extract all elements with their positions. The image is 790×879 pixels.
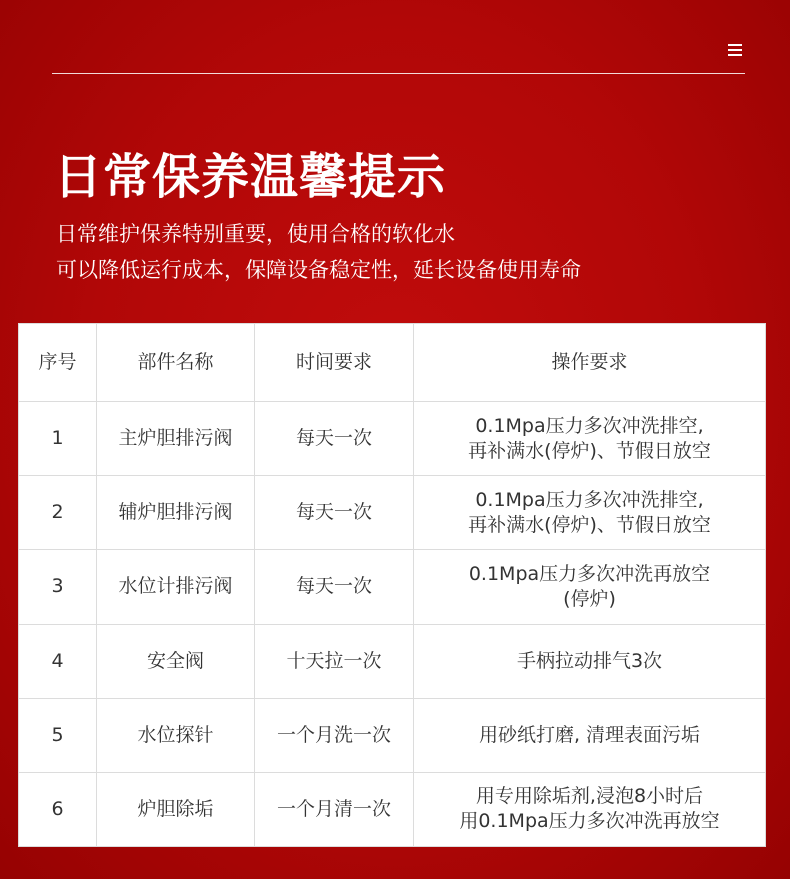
table-row: [19, 772, 766, 846]
part-name: 水位计排污阀: [97, 550, 255, 624]
operation-requirement: [414, 402, 766, 476]
operation-line: 用0.1Mpa压力多次冲洗再放空: [459, 810, 720, 833]
table-row: [19, 698, 766, 772]
row-number: 3: [19, 550, 97, 624]
column-header-no: 序号: [19, 324, 97, 402]
intro-line: 日常维护保养特别重要，使用合格的软化水: [56, 222, 455, 246]
table-row: [19, 476, 766, 550]
table-row: [19, 402, 766, 476]
operation-line: 再补满水(停炉)、节假日放空: [468, 513, 711, 536]
hamburger-menu-icon[interactable]: [728, 44, 742, 56]
part-name: 炉胆除垢: [97, 772, 255, 846]
part-name: 安全阀: [97, 624, 255, 698]
maintenance-table-card: [18, 323, 765, 847]
column-header-time: 时间要求: [255, 324, 414, 402]
intro-line: 可以降低运行成本，保障设备稳定性，延长设备使用寿命: [56, 258, 581, 282]
menu-bar: [728, 54, 742, 56]
part-name: 辅炉胆排污阀: [97, 476, 255, 550]
time-requirement: 每天一次: [255, 550, 414, 624]
table-header-row: [19, 324, 766, 402]
operation-requirement: [414, 550, 766, 624]
intro-text: [56, 216, 581, 288]
operation-line: 0.1Mpa压力多次冲洗再放空: [468, 562, 711, 585]
operation-line: 用砂纸打磨, 清理表面污垢: [478, 723, 701, 746]
row-number: 1: [19, 402, 97, 476]
page-title: 日常保养温馨提示: [54, 149, 447, 205]
row-number: 2: [19, 476, 97, 550]
row-number: 5: [19, 698, 97, 772]
time-requirement: 十天拉一次: [255, 624, 414, 698]
operation-requirement: [414, 476, 766, 550]
part-name: 水位探针: [97, 698, 255, 772]
header-divider: [52, 73, 745, 74]
column-header-part: 部件名称: [97, 324, 255, 402]
column-header-operation: 操作要求: [414, 324, 766, 402]
operation-line: 0.1Mpa压力多次冲洗排空,: [475, 414, 704, 437]
time-requirement: 一个月洗一次: [255, 698, 414, 772]
table-row: [19, 624, 766, 698]
time-requirement: 每天一次: [255, 402, 414, 476]
row-number: 4: [19, 624, 97, 698]
part-name: 主炉胆排污阀: [97, 402, 255, 476]
time-requirement: 每天一次: [255, 476, 414, 550]
row-number: 6: [19, 772, 97, 846]
operation-line: 再补满水(停炉)、节假日放空: [468, 439, 711, 462]
operation-line: (停炉): [563, 587, 616, 610]
operation-line: 用专用除垢剂,浸泡8小时后: [475, 785, 704, 808]
time-requirement: 一个月清一次: [255, 772, 414, 846]
operation-requirement: [414, 698, 766, 772]
operation-requirement: [414, 772, 766, 846]
operation-requirement: [414, 624, 766, 698]
menu-bar: [728, 44, 742, 46]
menu-bar: [728, 49, 742, 51]
operation-line: 0.1Mpa压力多次冲洗排空,: [475, 488, 704, 511]
operation-line: 手柄拉动排气3次: [516, 649, 663, 672]
maintenance-table: [18, 323, 766, 847]
table-row: [19, 550, 766, 624]
